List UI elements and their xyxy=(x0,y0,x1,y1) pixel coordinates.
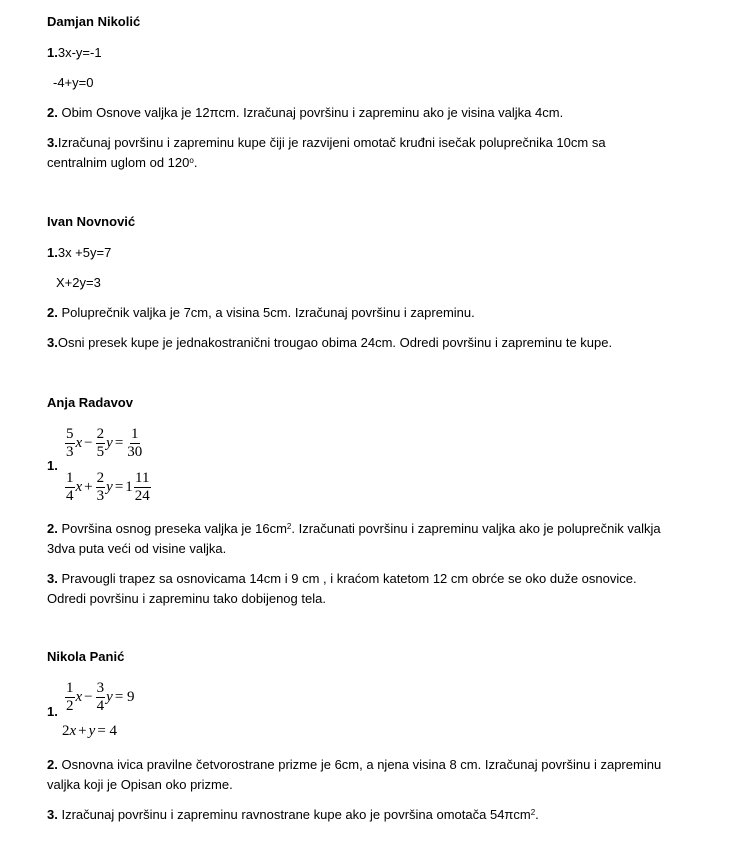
task-text: Osnovna ivica pravilne četvorostrane prizme je 6cm, a njena visina 8 cm. Izračunaj površinu i zapreminu valjka koji je Opisan oko prizme. xyxy=(47,757,662,792)
task-number: 3. xyxy=(47,335,58,350)
student-name: Anja Radavov xyxy=(47,395,133,410)
numerator: 1 xyxy=(66,680,74,696)
task-text: Pravougli trapez sa osnovicama 14cm i 9 cm , i kraćom katetom 12 cm obrće se oko duže osnovice. Odredi površinu i zapreminu tako dobijenog tela. xyxy=(47,571,637,606)
task-number: 2. xyxy=(47,521,58,536)
denominator: 3 xyxy=(96,488,105,504)
variable-y: y xyxy=(106,479,113,495)
denominator: 5 xyxy=(96,444,105,460)
task-text: Izračunaj površinu i zapreminu kupe čiji je razvijeni omotač kruđni isečak poluprečnika 10cm sa centralnim uglom od 120 xyxy=(47,135,606,170)
operator: = xyxy=(114,479,124,495)
task-3 xyxy=(47,569,667,609)
task-number: 2. xyxy=(47,757,58,772)
task-text: Obim Osnove valjka je 12πcm. Izračunaj površinu i zapreminu ako je visina valjka 4cm. xyxy=(57,105,564,120)
task-number: 2. xyxy=(47,105,58,120)
task-text: Osni presek kupe je jednakostranični trougao obima 24cm. Odredi površinu i zapreminu te kupe. xyxy=(57,335,613,350)
mixed-number xyxy=(125,470,152,505)
denominator: 4 xyxy=(66,488,74,504)
numerator: 2 xyxy=(96,470,105,486)
fraction xyxy=(65,680,75,715)
superscript: o xyxy=(189,156,194,165)
operator: = xyxy=(114,435,124,451)
fraction xyxy=(134,470,151,505)
denominator: 3 xyxy=(66,444,74,460)
fraction xyxy=(65,470,75,505)
task-text: Izračunaj površinu i zapreminu ravnostrane kupe ako je površina omotača 54πcm xyxy=(57,807,531,822)
equation-line: 3x +5y=7 xyxy=(57,245,112,260)
whole-part: 1 xyxy=(125,479,133,495)
operator: = 9 xyxy=(114,689,135,705)
task-3 xyxy=(47,133,667,173)
student-name: Nikola Panić xyxy=(47,649,125,664)
task-1-system xyxy=(47,245,111,260)
equation-2 xyxy=(64,470,152,505)
task-number: 1. xyxy=(47,704,58,719)
task-text-end: . Izračunati površinu i zapreminu valjka ako je poluprečnik valkja 3dva puta veći od visine valjka. xyxy=(47,521,661,556)
fraction xyxy=(65,426,75,461)
task-3 xyxy=(47,805,667,825)
task-number: 1. xyxy=(47,458,58,473)
superscript: 2 xyxy=(286,522,292,531)
variable-y: y xyxy=(106,689,113,705)
numerator: 1 xyxy=(66,470,74,486)
numerator: 11 xyxy=(135,470,150,486)
operator: − xyxy=(84,689,93,705)
task-1-system xyxy=(47,422,247,512)
superscript: 2 xyxy=(530,808,536,817)
denominator: 24 xyxy=(134,488,150,504)
task-3 xyxy=(47,333,667,353)
variable-x: x xyxy=(69,723,77,739)
equation-line: -4+y=0 xyxy=(53,75,94,90)
task-text: Površina osnog preseka valjka je 16cm xyxy=(57,521,287,536)
task-2 xyxy=(47,103,667,123)
variable-y: y xyxy=(106,435,113,451)
operator: − xyxy=(84,435,93,451)
denominator: 4 xyxy=(96,698,105,714)
task-text-end: . xyxy=(535,807,539,822)
equation-1 xyxy=(64,426,144,461)
operator: = 4 xyxy=(97,723,118,739)
operator: + xyxy=(78,723,87,739)
task-1-system xyxy=(47,677,247,747)
variable-x: x xyxy=(75,435,83,451)
numerator: 3 xyxy=(96,680,105,696)
equation-line: X+2y=3 xyxy=(56,275,101,290)
fraction xyxy=(96,470,106,505)
equation-line: 3x-y=-1 xyxy=(57,45,102,60)
operator: + xyxy=(84,479,93,495)
student-name: Ivan Novnović xyxy=(47,214,136,229)
numerator: 2 xyxy=(96,426,105,442)
task-number: 1. xyxy=(47,45,58,60)
equation-2 xyxy=(62,723,119,740)
task-number: 1. xyxy=(47,245,58,260)
fraction xyxy=(96,426,106,461)
task-text-end: . xyxy=(193,155,198,170)
task-1-system xyxy=(47,45,102,60)
variable-y: y xyxy=(88,723,96,739)
task-number: 3. xyxy=(47,807,58,822)
task-text: Poluprečnik valjka je 7cm, a visina 5cm. Izračunaj površinu i zapreminu. xyxy=(57,305,475,320)
student-name: Damjan Nikolić xyxy=(47,14,141,29)
equation-1 xyxy=(64,680,137,715)
task-number: 3. xyxy=(47,135,58,150)
fraction xyxy=(126,426,143,461)
denominator: 2 xyxy=(66,698,74,714)
coefficient: 2 xyxy=(62,723,70,739)
variable-x: x xyxy=(75,479,83,495)
numerator: 5 xyxy=(66,426,74,442)
task-2 xyxy=(47,755,667,795)
task-number: 3. xyxy=(47,571,58,586)
denominator: 30 xyxy=(127,444,143,460)
task-2 xyxy=(47,519,667,559)
numerator: 1 xyxy=(131,426,139,442)
variable-x: x xyxy=(75,689,83,705)
fraction xyxy=(96,680,106,715)
task-2 xyxy=(47,303,667,323)
task-number: 2. xyxy=(47,305,58,320)
